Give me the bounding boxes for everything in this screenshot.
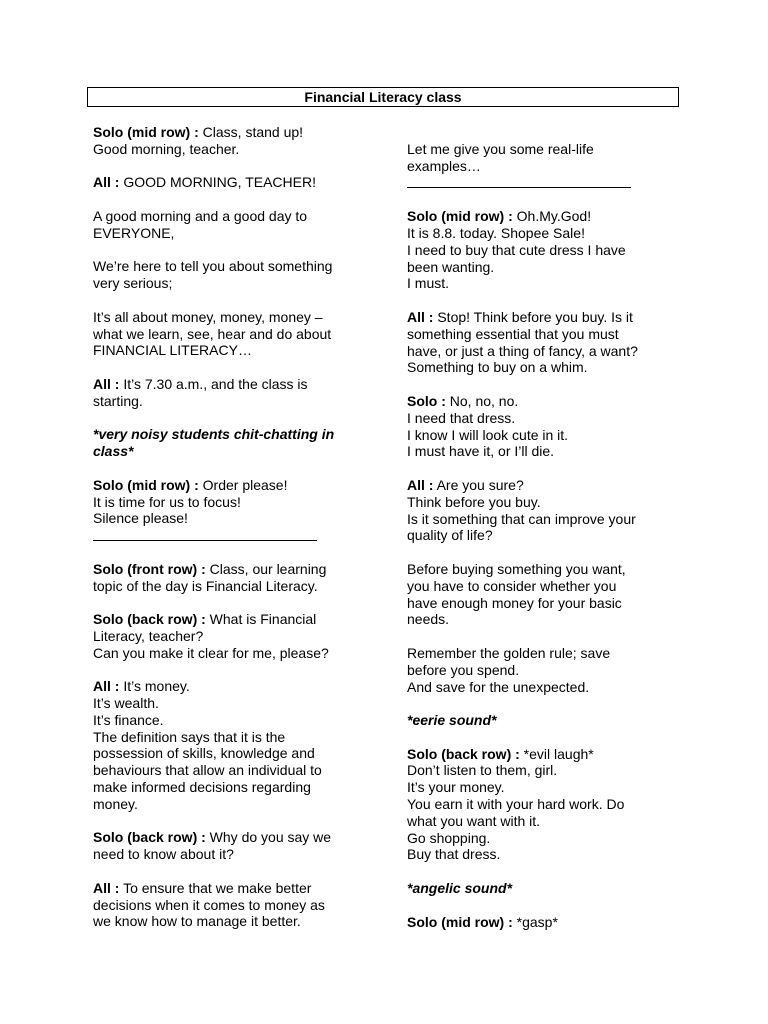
dialogue-text: behaviours that allow an individual to <box>93 762 322 779</box>
dialogue-text: Class, our learning <box>205 560 327 577</box>
dialogue-text: have, or just a thing of fancy, a want? <box>407 342 638 359</box>
dialogue-line <box>407 779 682 796</box>
dialogue-text: I must. <box>407 275 450 292</box>
dialogue-line <box>93 796 383 813</box>
dialogue-line <box>407 275 682 292</box>
dialogue-line <box>93 275 383 292</box>
dialogue-text: make informed decisions regarding <box>93 779 311 796</box>
dialogue-paragraph <box>407 561 682 628</box>
dialogue-line <box>93 561 383 578</box>
dialogue-text: very serious; <box>93 275 173 292</box>
speaker-label: Solo (back row) : <box>93 611 206 628</box>
dialogue-text: It’s 7.30 a.m., and the class is <box>119 375 308 392</box>
dialogue-line <box>93 494 383 511</box>
dialogue-text: It’s wealth. <box>93 695 159 712</box>
stage-direction: class* <box>93 443 134 460</box>
dialogue-line <box>93 729 383 746</box>
dialogue-text: before you spend. <box>407 661 520 678</box>
dialogue-line <box>93 309 383 326</box>
dialogue-paragraph <box>93 309 383 359</box>
dialogue-line <box>93 628 383 645</box>
dialogue-text: GOOD MORNING, TEACHER! <box>119 174 316 191</box>
dialogue-text: I need to buy that cute dress I have <box>407 241 626 258</box>
dialogue-line <box>407 477 682 494</box>
dialogue-text: It’s your money. <box>407 779 505 796</box>
dialogue-text: It is time for us to focus! <box>93 493 241 510</box>
dialogue-text: To ensure that we make better <box>119 879 312 896</box>
dialogue-line <box>407 595 682 612</box>
dialogue-line <box>93 477 383 494</box>
dialogue-line <box>93 897 383 914</box>
dialogue-text: Order please! <box>198 476 288 493</box>
dialogue-line <box>93 342 383 359</box>
dialogue-text: I know I will look cute in it. <box>407 426 569 443</box>
separator-line <box>93 527 383 544</box>
dialogue-line <box>93 712 383 729</box>
dialogue-line <box>93 174 383 191</box>
dialogue-paragraph <box>93 208 383 242</box>
dialogue-line <box>407 158 682 175</box>
dialogue-text: I must have it, or I’ll die. <box>407 443 555 460</box>
dialogue-line <box>93 124 383 141</box>
dialogue-paragraph <box>407 393 682 460</box>
dialogue-line <box>407 393 682 410</box>
dialogue-paragraph <box>93 376 383 410</box>
dialogue-text: Stop! Think before you buy. Is it <box>433 308 633 325</box>
speaker-label: Solo : <box>407 392 446 409</box>
dialogue-text: Let me give you some real-life <box>407 141 594 157</box>
dialogue-text: Before buying something you want, <box>407 560 626 577</box>
dialogue-text: It is 8.8. today. Shopee Sale! <box>407 224 585 241</box>
dialogue-text: need to know about it? <box>93 846 234 863</box>
dialogue-paragraph <box>93 124 383 158</box>
dialogue-text: Oh.My.God! <box>512 208 592 225</box>
dialogue-text: we know how to manage it better. <box>93 913 301 930</box>
dialogue-line <box>407 309 682 326</box>
dialogue-line <box>407 141 682 158</box>
dialogue-paragraph <box>93 258 383 292</box>
dialogue-line <box>407 527 682 544</box>
dialogue-paragraph <box>407 645 682 695</box>
dialogue-line <box>407 410 682 427</box>
speaker-label: Solo (mid row) : <box>407 208 513 225</box>
dialogue-text: what you want with it. <box>407 812 541 829</box>
dialogue-line <box>93 443 383 460</box>
dialogue-line <box>407 611 682 628</box>
dialogue-paragraph <box>407 208 682 292</box>
dialogue-line <box>407 662 682 679</box>
dialogue-line <box>407 225 682 242</box>
stage-direction: *very noisy students chit-chatting in <box>93 426 335 443</box>
dialogue-line <box>407 443 682 460</box>
dialogue-text: topic of the day is Financial Literacy. <box>93 577 318 594</box>
dialogue-line <box>407 343 682 360</box>
dialogue-line <box>407 746 682 763</box>
dialogue-line <box>93 762 383 779</box>
speaker-label: All : <box>407 308 434 325</box>
dialogue-line <box>407 511 682 528</box>
dialogue-text: Buy that dress. <box>407 846 501 863</box>
dialogue-line <box>93 678 383 695</box>
dialogue-text: EVERYONE, <box>93 224 175 241</box>
dialogue-line <box>93 880 383 897</box>
dialogue-text: *gasp* <box>512 913 558 930</box>
dialogue-text: Something to buy on a whim. <box>407 359 588 376</box>
dialogue-line <box>407 494 682 511</box>
dialogue-paragraph <box>93 426 383 460</box>
dialogue-paragraph <box>407 477 682 544</box>
dialogue-text: you have to consider whether you <box>407 577 617 594</box>
dialogue-text: Think before you buy. <box>407 493 541 510</box>
dialogue-line <box>407 880 682 897</box>
speaker-label: All : <box>93 879 120 896</box>
dialogue-line <box>407 359 682 376</box>
dialogue-text: It’s finance. <box>93 711 164 728</box>
speaker-label: Solo (mid row) : <box>407 913 513 930</box>
stage-direction: *angelic sound* <box>407 880 513 897</box>
dialogue-paragraph <box>93 611 383 661</box>
dialogue-line <box>407 830 682 847</box>
dialogue-text: FINANCIAL LITERACY… <box>93 342 252 359</box>
dialogue-line <box>407 561 682 578</box>
dialogue-line <box>93 208 383 225</box>
stage-direction: *eerie sound* <box>407 712 497 729</box>
dialogue-paragraph <box>407 914 682 931</box>
dialogue-paragraph <box>407 309 682 376</box>
speaker-label: Solo (mid row) : <box>93 124 199 140</box>
dialogue-text: decisions when it comes to money as <box>93 896 325 913</box>
dialogue-line <box>407 679 682 696</box>
dialogue-line <box>93 225 383 242</box>
dialogue-line <box>93 426 383 443</box>
speaker-label: Solo (back row) : <box>407 745 520 762</box>
dialogue-line <box>93 578 383 595</box>
dialogue-paragraph <box>93 174 383 191</box>
dialogue-text: What is Financial <box>205 611 317 628</box>
dialogue-text: quality of life? <box>407 527 493 544</box>
speaker-label: Solo (front row) : <box>93 560 206 577</box>
dialogue-text: starting. <box>93 392 143 409</box>
dialogue-text: It’s all about money, money, money – <box>93 308 323 325</box>
dialogue-line <box>93 779 383 796</box>
dialogue-text: Good morning, teacher. <box>93 140 240 157</box>
dialogue-text: Don’t listen to them, girl. <box>407 762 558 779</box>
dialogue-text: The definition says that it is the <box>93 728 286 745</box>
dialogue-line <box>407 914 682 931</box>
dialogue-text: needs. <box>407 611 450 628</box>
dialogue-line <box>407 427 682 444</box>
dialogue-text: *evil laugh* <box>519 745 594 762</box>
dialogue-line <box>93 913 383 930</box>
dialogue-line <box>407 578 682 595</box>
dialogue-paragraph <box>407 141 682 191</box>
dialogue-paragraph <box>93 477 383 544</box>
dialogue-text: money. <box>93 795 138 812</box>
dialogue-line <box>93 510 383 527</box>
dialogue-text: have enough money for your basic <box>407 594 622 611</box>
dialogue-line <box>407 846 682 863</box>
dialogue-line <box>407 813 682 830</box>
dialogue-line <box>93 141 383 158</box>
separator-line <box>407 175 682 192</box>
dialogue-text: something essential that you must <box>407 325 619 342</box>
dialogue-line <box>407 326 682 343</box>
dialogue-line <box>93 611 383 628</box>
speaker-label: All : <box>93 678 120 695</box>
dialogue-text: Literacy, teacher? <box>93 627 204 644</box>
speaker-label: All : <box>407 476 434 493</box>
dialogue-paragraph <box>93 829 383 863</box>
left-column <box>93 124 383 947</box>
dialogue-text: And save for the unexpected. <box>407 678 590 695</box>
dialogue-text: We’re here to tell you about something <box>93 258 333 275</box>
right-column <box>407 141 682 947</box>
dialogue-line <box>407 259 682 276</box>
speaker-label: All : <box>93 174 120 191</box>
dialogue-text: No, no, no. <box>445 392 519 409</box>
dialogue-text: been wanting. <box>407 258 495 275</box>
dialogue-line <box>93 393 383 410</box>
dialogue-line <box>407 208 682 225</box>
dialogue-line <box>93 258 383 275</box>
dialogue-line <box>407 712 682 729</box>
dialogue-line <box>407 796 682 813</box>
dialogue-text: Silence please! <box>93 510 188 527</box>
speaker-label: All : <box>93 375 120 392</box>
dialogue-text: You earn it with your hard work. Do <box>407 796 625 813</box>
dialogue-text: possession of skills, knowledge and <box>93 745 315 762</box>
document-title: Financial Literacy class <box>87 87 679 107</box>
dialogue-text: It’s money. <box>119 678 190 695</box>
dialogue-text: I need that dress. <box>407 409 516 426</box>
dialogue-paragraph <box>407 746 682 864</box>
dialogue-line <box>93 326 383 343</box>
dialogue-text: Why do you say we <box>205 829 332 846</box>
dialogue-line <box>407 242 682 259</box>
dialogue-line <box>93 745 383 762</box>
speaker-label: Solo (back row) : <box>93 829 206 846</box>
dialogue-text: what we learn, see, hear and do about <box>93 325 332 342</box>
dialogue-line <box>407 762 682 779</box>
dialogue-text: Remember the golden rule; save <box>407 644 611 661</box>
dialogue-text: Go shopping. <box>407 829 491 846</box>
dialogue-text: Can you make it clear for me, please? <box>93 644 329 661</box>
dialogue-paragraph <box>93 561 383 595</box>
dialogue-line <box>93 695 383 712</box>
dialogue-line <box>93 846 383 863</box>
dialogue-text: A good morning and a good day to <box>93 207 308 224</box>
dialogue-line <box>407 645 682 662</box>
dialogue-paragraph <box>93 678 383 812</box>
dialogue-line <box>93 645 383 662</box>
dialogue-paragraph <box>93 880 383 930</box>
dialogue-line <box>93 829 383 846</box>
speaker-label: Solo (mid row) : <box>93 476 199 493</box>
dialogue-paragraph <box>407 712 682 729</box>
dialogue-line <box>93 376 383 393</box>
dialogue-text: Class, stand up! <box>198 124 304 140</box>
dialogue-text: Is it something that can improve your <box>407 510 636 527</box>
dialogue-paragraph <box>407 880 682 897</box>
dialogue-text: Are you sure? <box>433 476 524 493</box>
dialogue-text: examples… <box>407 157 481 174</box>
